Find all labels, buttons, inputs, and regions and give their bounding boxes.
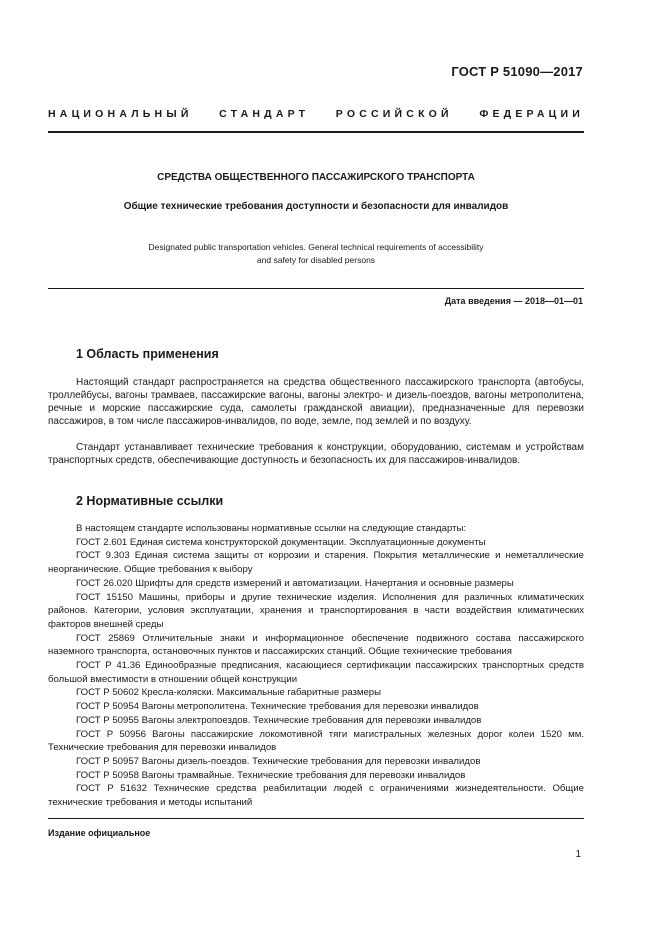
footer-divider xyxy=(48,818,584,819)
section-heading: 1 Область применения xyxy=(76,347,219,361)
list-item: ГОСТ Р 50602 Кресла-коляски. Максимальные габаритные размеры xyxy=(76,687,382,699)
list-item: ГОСТ 15150 Машины, приборы и другие технические изделия. Исполнения для различных климатических районов. Категории, условия эксплуатации, хранения и транспортирования в части воздействия климатических факторов внешней среды xyxy=(48,591,584,630)
list-item: ГОСТ Р 51632 Технические средства реабилитации людей с ограничениями жизнедеятельности. Общие технические требования и методы испытаний xyxy=(48,783,584,809)
banner-word: СТАНДАРТ xyxy=(219,108,310,120)
title-divider xyxy=(48,288,584,289)
document-title: СРЕДСТВА ОБЩЕСТВЕННОГО ПАССАЖИРСКОГО ТРАНСПОРТА xyxy=(157,172,475,183)
list-item: ГОСТ Р 50955 Вагоны электропоездов. Технические требования для перевозки инвалидов xyxy=(76,714,482,726)
header-divider xyxy=(48,131,584,133)
list-item: В настоящем стандарте использованы нормативные ссылки на следующие стандарты: xyxy=(76,523,467,534)
standard-banner xyxy=(48,108,584,120)
list-item: ГОСТ 2.601 Единая система конструкторской документации. Эксплуатационные документы xyxy=(76,536,486,548)
section-heading: 2 Нормативные ссылки xyxy=(76,494,224,508)
document-number: ГОСТ Р 51090—2017 xyxy=(451,64,583,79)
edition-label: Издание официальное xyxy=(48,828,151,838)
list-item: ГОСТ 25869 Отличительные знаки и информационное обеспечение подвижного состава пассажирского наземного транспорта, остановочных пунктов и пассажирских станций. Общие технические требования xyxy=(48,632,584,658)
english-title-line: and safety for disabled persons xyxy=(256,255,376,265)
list-item: ГОСТ 26.020 Шрифты для средств измерений и автоматизации. Начертания и основные размеры xyxy=(76,577,514,589)
introduction-date: Дата введения — 2018—01—01 xyxy=(444,296,583,306)
list-item: ГОСТ Р 41.36 Единообразные предписания, касающиеся сертификации пассажирских транспортных средств большой вместимости в отношении общей конструкции xyxy=(48,660,584,685)
english-title-line: Designated public transportation vehicles. General technical requirements of accessibility xyxy=(148,242,484,252)
document-subtitle: Общие технические требования доступности и безопасности для инвалидов xyxy=(123,201,509,212)
list-item: ГОСТ Р 50956 Вагоны пассажирские локомотивной тяги магистральных железных дорог колеи 1520 мм. Технические требования для перевозки инвалидов xyxy=(48,728,584,754)
banner-word: НАЦИОНАЛЬНЫЙ xyxy=(48,108,193,120)
banner-word: ФЕДЕРАЦИИ xyxy=(479,108,584,120)
normative-references-list xyxy=(48,522,584,810)
list-item: ГОСТ 9.303 Единая система защиты от коррозии и старения. Покрытия металлические и неметаллические неорганические. Общие требования к выбору xyxy=(48,550,584,576)
banner-word: РОССИЙСКОЙ xyxy=(335,108,453,120)
list-item: ГОСТ Р 50954 Вагоны метрополитена. Технические требования для перевозки инвалидов xyxy=(76,701,479,713)
list-item: ГОСТ Р 50958 Вагоны трамвайные. Технические требования для перевозки инвалидов xyxy=(76,769,466,781)
paragraph: Настоящий стандарт распространяется на средства общественного пассажирского транспорта (автобусы, троллейбусы, вагоны трамваев, пассажирские вагоны, вагоны электро- и дизель-поездов, вагоны метрополитена, речные и морские пассажирские суда, самолеты гражданской авиации), предназначенные для перевозки пассажиров, в том числе пассажиров-инвалидов, по воде, земле, под землей и по воздуху. xyxy=(48,377,584,427)
list-item: ГОСТ Р 50957 Вагоны дизель-поездов. Технические требования для перевозки инвалидов xyxy=(76,755,481,767)
page-number: 1 xyxy=(575,849,581,860)
paragraph: Стандарт устанавливает технические требования к конструкции, оборудованию, системам и устройствам транспортных средств, обеспечивающие доступность и безопасность их для пассажиров-инвалидов. xyxy=(48,442,584,466)
english-title xyxy=(100,241,532,267)
